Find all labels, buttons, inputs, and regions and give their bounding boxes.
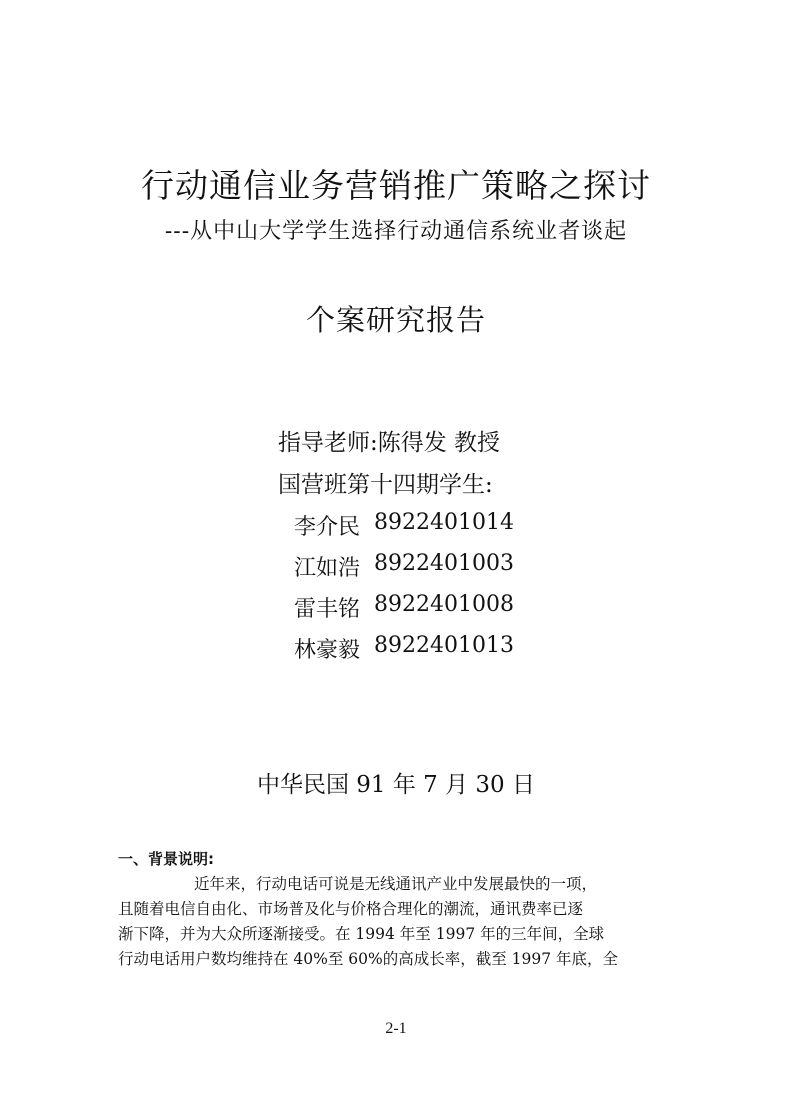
report-date: 中华民国 91 年 7 月 30 日 xyxy=(256,772,536,798)
report-subtitle: ---从中山大学学生选择行动通信系统业者谈起 xyxy=(164,219,628,244)
student-id: 8922401014 xyxy=(374,510,514,535)
student-id: 8922401013 xyxy=(374,633,514,658)
student-name: 雷丰铭 xyxy=(294,597,361,622)
class-line: 国营班第十四期学生: xyxy=(278,472,493,498)
page-number: 2-1 xyxy=(385,1020,407,1037)
student-name: 林豪毅 xyxy=(294,638,361,663)
document-type: 个案研究报告 xyxy=(305,303,486,337)
body-line: 渐下降，并为大众所逐渐接受。在 1994 年至 1997 年的三年间，全球 xyxy=(118,925,605,943)
student-id: 8922401003 xyxy=(374,551,514,576)
body-line: 行动电话用户数均维持在 40%至 60%的高成长率，截至 1997 年底，全 xyxy=(118,950,619,968)
student-entry xyxy=(294,510,514,541)
section-heading: 一、背景说明: xyxy=(118,850,214,868)
report-title: 行动通信业务营销推广策略之探讨 xyxy=(141,166,651,205)
student-entry xyxy=(294,592,514,623)
student-id: 8922401008 xyxy=(374,592,514,617)
body-line: 近年来，行动电话可说是无线通讯产业中发展最快的一项， xyxy=(194,875,598,893)
student-entry xyxy=(294,633,514,664)
student-entry xyxy=(294,551,514,582)
body-line: 且随着电信自由化、市场普及化与价格合理化的潮流，通讯费率已逐 xyxy=(118,900,584,918)
student-name: 李介民 xyxy=(294,515,361,540)
advisor-line: 指导老师:陈得发 教授 xyxy=(278,430,501,456)
section-body xyxy=(118,872,672,972)
student-name: 江如浩 xyxy=(294,556,361,581)
